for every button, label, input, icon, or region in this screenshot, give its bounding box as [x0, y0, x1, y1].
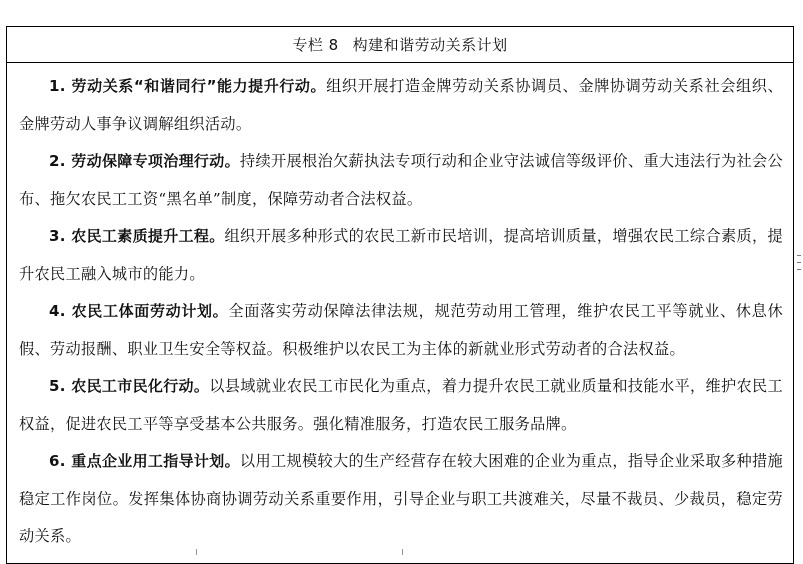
box-content [7, 63, 793, 556]
program-box [6, 26, 794, 564]
program-item-heading: 4. 农民工体面劳动计划。 [49, 302, 229, 320]
program-item-1 [19, 68, 783, 143]
box-title-number: 专栏 8 [292, 36, 339, 54]
program-item-heading: 1. 劳动关系“和谐同行”能力提升行动。 [49, 77, 327, 95]
program-item-6 [19, 443, 783, 556]
box-title [7, 27, 793, 63]
program-item-heading: 3. 农民工素质提升工程。 [49, 227, 225, 245]
program-item-3 [19, 218, 783, 293]
program-item-body: 持续开展根治欠薪执法专项行动和企业守法诚信等级评价、重大违法行为社会公布、拖欠农民工工资“黑名单”制度，保障劳动者合法权益。 [19, 152, 784, 208]
program-item-5 [19, 368, 783, 443]
program-item-body: 全面落实劳动保障法律法规，规范劳动用工管理，维护农民工平等就业、休息休假、劳动报酬、职业卫生安全等权益。积极维护以农民工为主体的新就业形式劳动者的合法权益。 [19, 302, 784, 358]
program-item-body: 以用工规模较大的生产经营存在较大困难的企业为重点，指导企业采取多种措施稳定工作岗位。发挥集体协商协调劳动关系重要作用，引导企业与职工共渡难关，尽量不裁员、少裁员，稳定劳动关系。 [19, 452, 784, 545]
box-title-text: 构建和谐劳动关系计划 [352, 36, 508, 54]
program-item-4 [19, 293, 783, 368]
scroll-edge-mark [797, 269, 801, 270]
program-item-heading: 2. 劳动保障专项治理行动。 [49, 152, 240, 170]
ruler-tick [196, 549, 197, 555]
program-item-body: 组织开展打造金牌劳动关系协调员、金牌协调劳动关系社会组织、金牌劳动人事争议调解组织活动。 [19, 77, 783, 133]
scroll-edge-mark [797, 262, 801, 263]
program-item-heading: 5. 农民工市民化行动。 [49, 377, 210, 395]
program-item-body: 以县域就业农民工市民化为重点，着力提升农民工就业质量和技能水平，维护农民工权益，促进农民工平等享受基本公共服务。强化精准服务，打造农民工服务品牌。 [19, 377, 783, 433]
program-item-body: 组织开展多种形式的农民工新市民培训，提高培训质量，增强农民工综合素质，提升农民工融入城市的能力。 [19, 227, 783, 283]
program-item-heading: 6. 重点企业用工指导计划。 [49, 452, 240, 470]
ruler-tick [402, 549, 403, 555]
page-margin [0, 0, 803, 26]
scroll-edge-mark [797, 255, 801, 256]
program-item-2 [19, 143, 783, 218]
